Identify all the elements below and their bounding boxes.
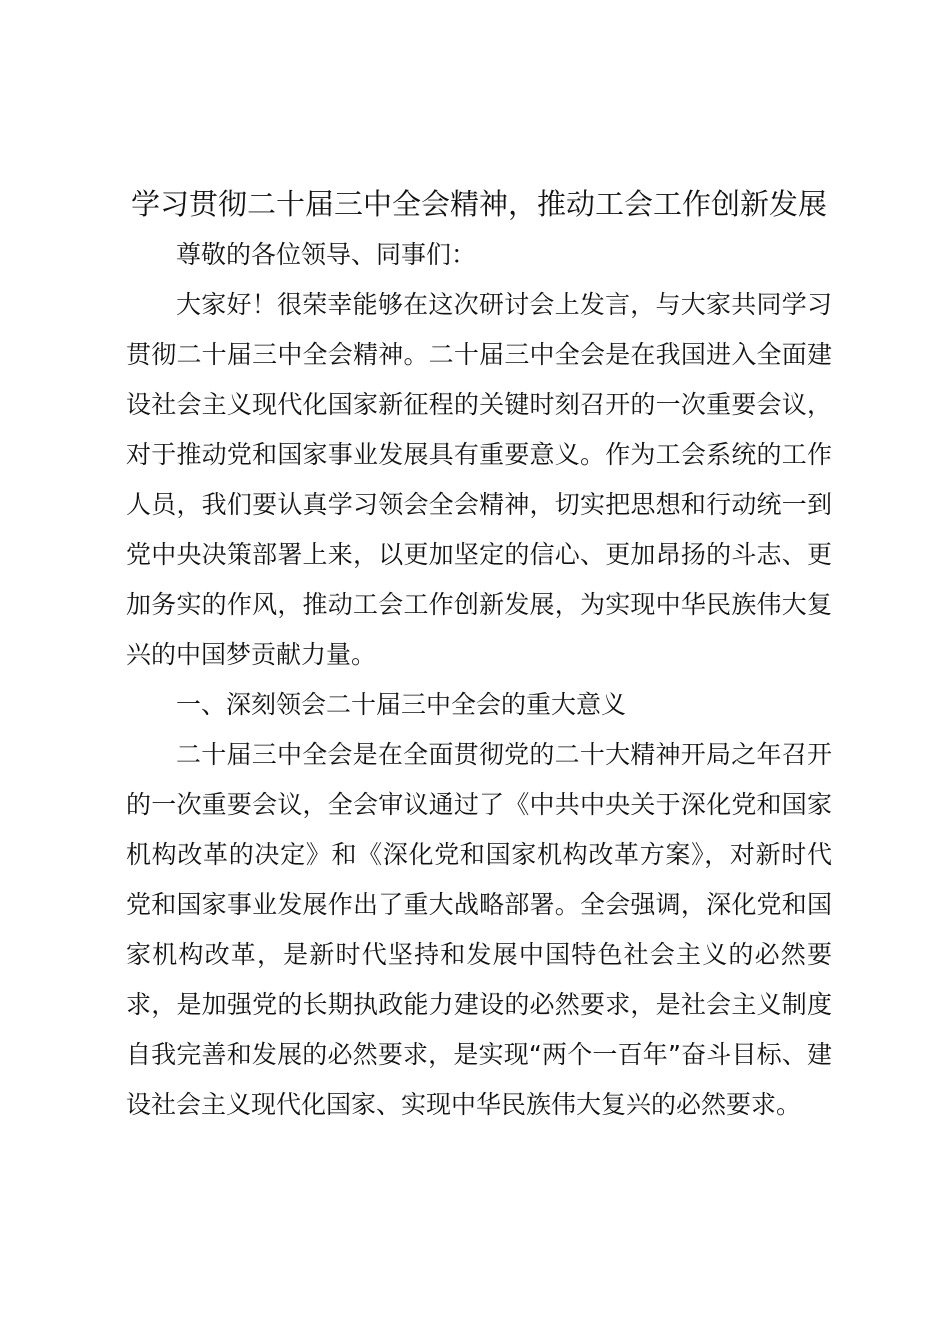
section-heading: 一、深刻领会二十届三中全会的重大意义 — [176, 690, 627, 719]
section-paragraph: 二十届三中全会是在全面贯彻党的二十大精神开局之年召开的一次重要会议，全会审议通过了《中共中央关于深化党和国家机构改革的决定》和《深化党和国家机构改革方案》，对新时代党和国家事业发展作出了重大战略部署。全会强调，深化党和国家机构改革，是新时代坚持和发展中国特色社会主义的必然要求，是加强党的长期执政能力建设的必然要求，是社会主义制度自我完善和发展的必然要求，是实现“两个一百年”奋斗目标、建设社会主义现代化国家、实现中华民族伟大复兴的必然要求。 — [126, 740, 832, 1119]
document-title: 学习贯彻二十届三中全会精神，推动工会工作创新发展 — [130, 187, 827, 221]
intro-paragraph: 大家好！很荣幸能够在这次研讨会上发言，与大家共同学习贯彻二十届三中全会精神。二十届三中全会是在我国进入全面建设社会主义现代化国家新征程的关键时刻召开的一次重要会议，对于推动党和国家事业发展具有重要意义。作为工会系统的工作人员，我们要认真学习领会全会精神，切实把思想和行动统一到党中央决策部署上来，以更加坚定的信心、更加昂扬的斗志、更加务实的作风，推动工会工作创新发展，为实现中华民族伟大复兴的中国梦贡献力量。 — [126, 290, 832, 669]
salutation: 尊敬的各位领导、同事们： — [176, 240, 477, 269]
document-body — [126, 178, 832, 1130]
